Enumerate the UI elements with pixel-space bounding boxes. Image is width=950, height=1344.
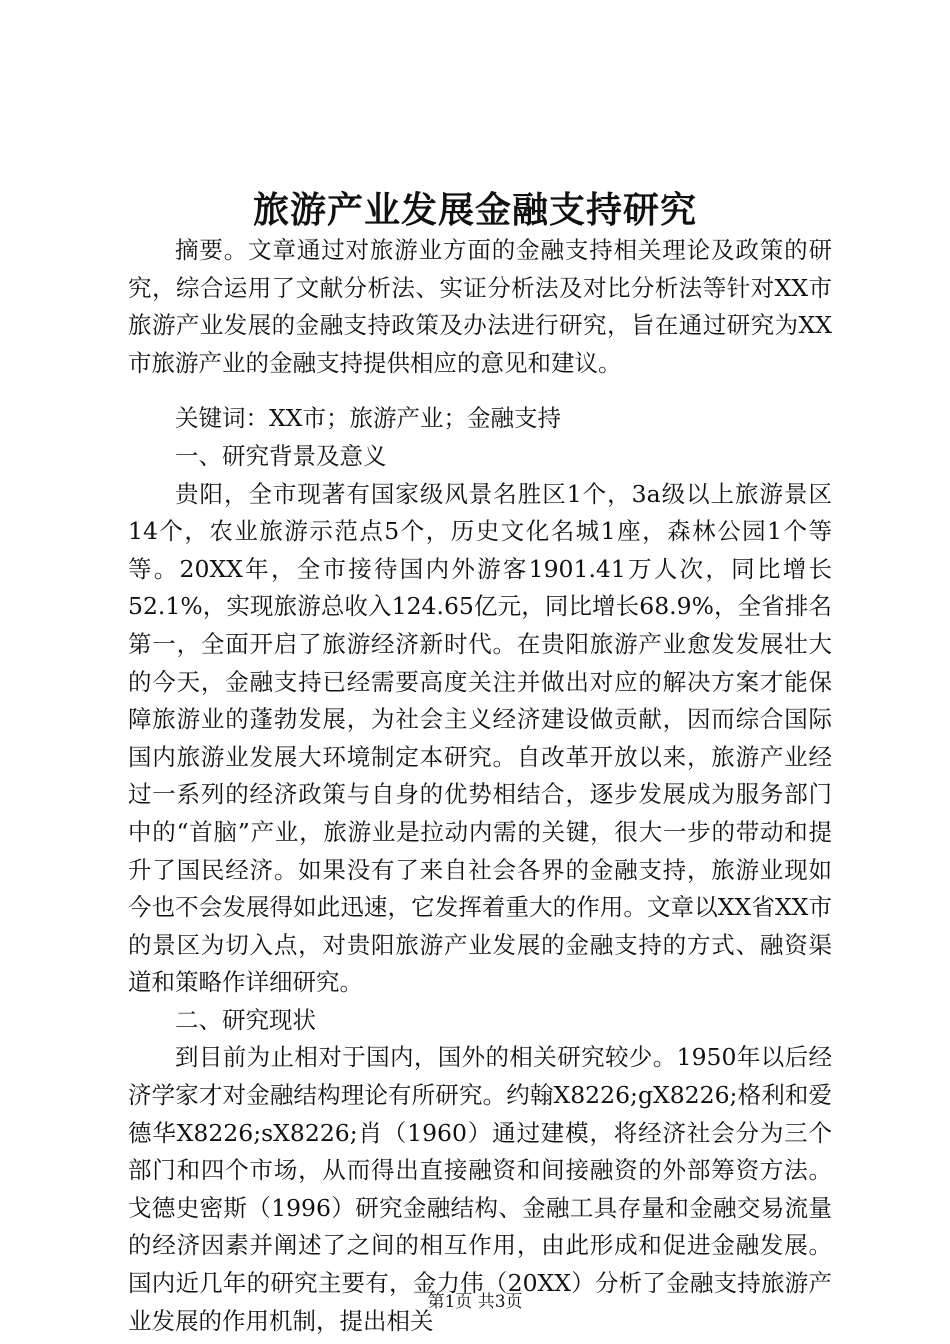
- background-paragraph: 贵阳，全市现著有国家级风景名胜区1个，3a级以上旅游景区14个，农业旅游示范点5个，历史文化名城1座，森林公园1个等等。20XX年，全市接待国内外游客1901.41万人次，同比增长52.1%，实现旅游总收入124.65亿元，同比增长68.9%，全省排名第一，全面开启了旅游经济新时代。在贵阳旅游产业愈发发展壮大的今天，金融支持已经需要高度关注并做出对应的解决方案才能保障旅游业的蓬勃发展，为社会主义经济建设做贡献，因而综合国际国内旅游业发展大环境制定本研究。自改革开放以来，旅游产业经过一系列的经济政策与自身的优势相结合，逐步发展成为服务部门中的“首脑”产业，旅游业是拉动内需的关键，很大一步的带动和提升了国民经济。如果没有了来自社会各界的金融支持，旅游业现如今也不会发展得如此迅速，它发挥着重大的作用。文章以XX省XX市的景区为切入点，对贵阳旅游产业发展的金融支持的方式、融资渠道和策略作详细研究。: [128, 479, 832, 997]
- section-heading-status: 二、研究现状: [175, 1005, 316, 1034]
- status-paragraph: 到目前为止相对于国内，国外的相关研究较少。1950年以后经济学家才对金融结构理论有所研究。约翰X8226;gX8226;格利和爱德华X8226;sX8226;肖（1960）通过建模，将经济社会分为三个部门和四个市场，从而得出直接融资和间接融资的外部筹资方法。戈德史密斯（1996）研究金融结构、金融工具存量和金融交易流量的经济因素并阐述了之间的相互作用，由此形成和促进金融发展。国内近几年的研究主要有，金力伟（20XX）分析了金融支持旅游产业发展的作用机制，提出相关: [128, 1043, 832, 1335]
- abstract-paragraph: 摘要。文章通过对旅游业方面的金融支持相关理论及政策的研究，综合运用了文献分析法、实证分析法及对比分析法等针对XX市旅游产业发展的金融支持政策及办法进行研究，旨在通过研究为XX市旅游产业的金融支持提供相应的意见和建议。: [128, 236, 832, 377]
- section-heading-background: 一、研究背景及意义: [175, 441, 387, 470]
- page-number-footer: 第1页 共3页: [427, 1292, 523, 1312]
- document-title: 旅游产业发展金融支持研究: [252, 189, 697, 231]
- keywords-paragraph: 关键词：XX市；旅游产业；金融支持: [175, 404, 561, 433]
- document-body: [128, 232, 832, 1340]
